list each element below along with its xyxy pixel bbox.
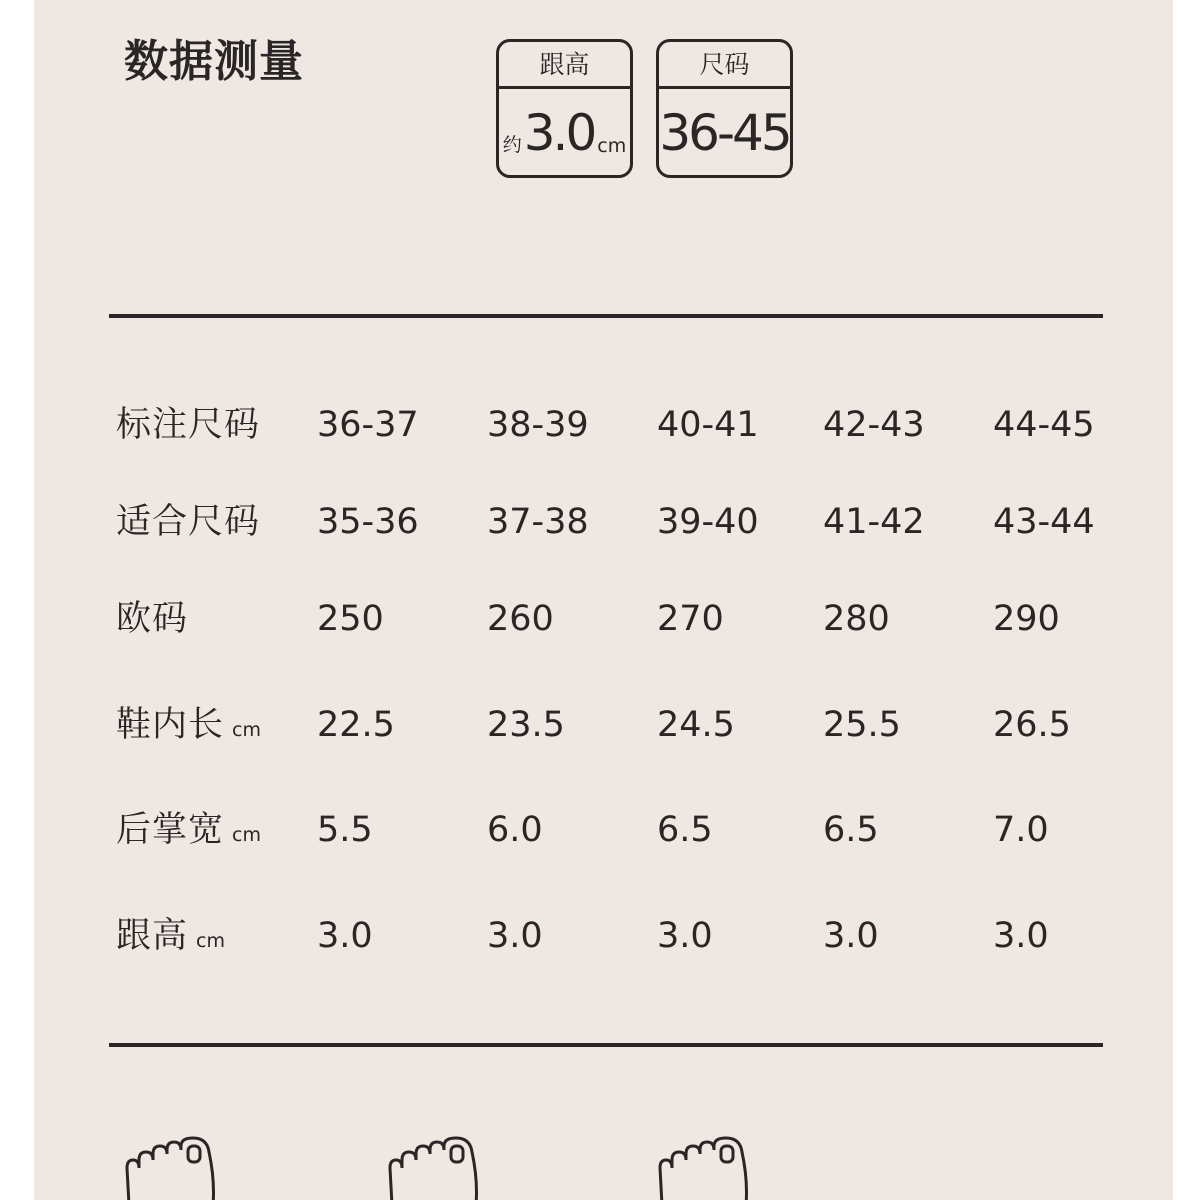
size-range-badge-body	[659, 91, 790, 175]
heel-height-unit: cm	[597, 135, 627, 157]
table-cell: 26.5	[993, 705, 1071, 745]
table-cell: 3.0	[823, 916, 879, 956]
table-cell: 39-40	[657, 502, 759, 542]
foot-outline-icon	[119, 1130, 229, 1200]
row-label: 标注尺码	[116, 405, 261, 445]
row-unit: cm	[232, 719, 261, 741]
table-cell: 250	[317, 599, 384, 639]
page-title: 数据测量	[124, 36, 304, 87]
table-cell: 260	[487, 599, 554, 639]
row-label: 适合尺码	[116, 502, 261, 542]
heel-height-prefix: 约	[502, 134, 522, 156]
table-cell: 42-43	[823, 405, 925, 445]
foot-outline-icon	[382, 1130, 492, 1200]
table-cell: 290	[993, 599, 1060, 639]
measurement-panel	[34, 0, 1173, 1200]
row-unit: cm	[232, 824, 261, 846]
table-cell: 3.0	[657, 916, 713, 956]
table-cell: 36-37	[317, 405, 419, 445]
table-row	[34, 700, 1173, 750]
heel-height-badge-body	[499, 91, 630, 175]
table-cell: 270	[657, 599, 724, 639]
table-cell: 7.0	[993, 810, 1049, 850]
table-row	[34, 805, 1173, 855]
table-row	[34, 911, 1173, 961]
row-label: 跟高 cm	[116, 916, 225, 956]
table-cell: 6.5	[823, 810, 879, 850]
row-unit: cm	[196, 930, 225, 952]
row-label: 后掌宽 cm	[116, 810, 261, 850]
size-range-badge	[656, 39, 793, 178]
table-cell: 35-36	[317, 502, 419, 542]
table-row	[34, 594, 1173, 644]
table-cell: 25.5	[823, 705, 901, 745]
row-label: 鞋内长 cm	[116, 705, 261, 745]
heel-height-value: 3.0	[523, 104, 595, 162]
table-cell: 38-39	[487, 405, 589, 445]
table-cell: 43-44	[993, 502, 1095, 542]
table-cell: 3.0	[993, 916, 1049, 956]
foot-outline-icon	[652, 1130, 762, 1200]
table-row	[34, 497, 1173, 547]
table-cell: 6.5	[657, 810, 713, 850]
heel-height-badge	[496, 39, 633, 178]
table-cell: 280	[823, 599, 890, 639]
table-cell: 5.5	[317, 810, 373, 850]
table-cell: 24.5	[657, 705, 735, 745]
table-cell: 44-45	[993, 405, 1095, 445]
table-top-divider	[109, 314, 1103, 318]
table-cell: 3.0	[317, 916, 373, 956]
table-bottom-divider	[109, 1043, 1103, 1047]
table-cell: 40-41	[657, 405, 759, 445]
table-cell: 22.5	[317, 705, 395, 745]
heel-height-badge-label: 跟高	[499, 42, 630, 89]
size-range-badge-label: 尺码	[659, 42, 790, 89]
table-cell: 41-42	[823, 502, 925, 542]
table-cell: 23.5	[487, 705, 565, 745]
table-cell: 6.0	[487, 810, 543, 850]
row-label: 欧码	[116, 599, 189, 639]
size-range-value: 36-45	[659, 104, 790, 162]
table-row	[34, 400, 1173, 450]
table-cell: 3.0	[487, 916, 543, 956]
table-cell: 37-38	[487, 502, 589, 542]
